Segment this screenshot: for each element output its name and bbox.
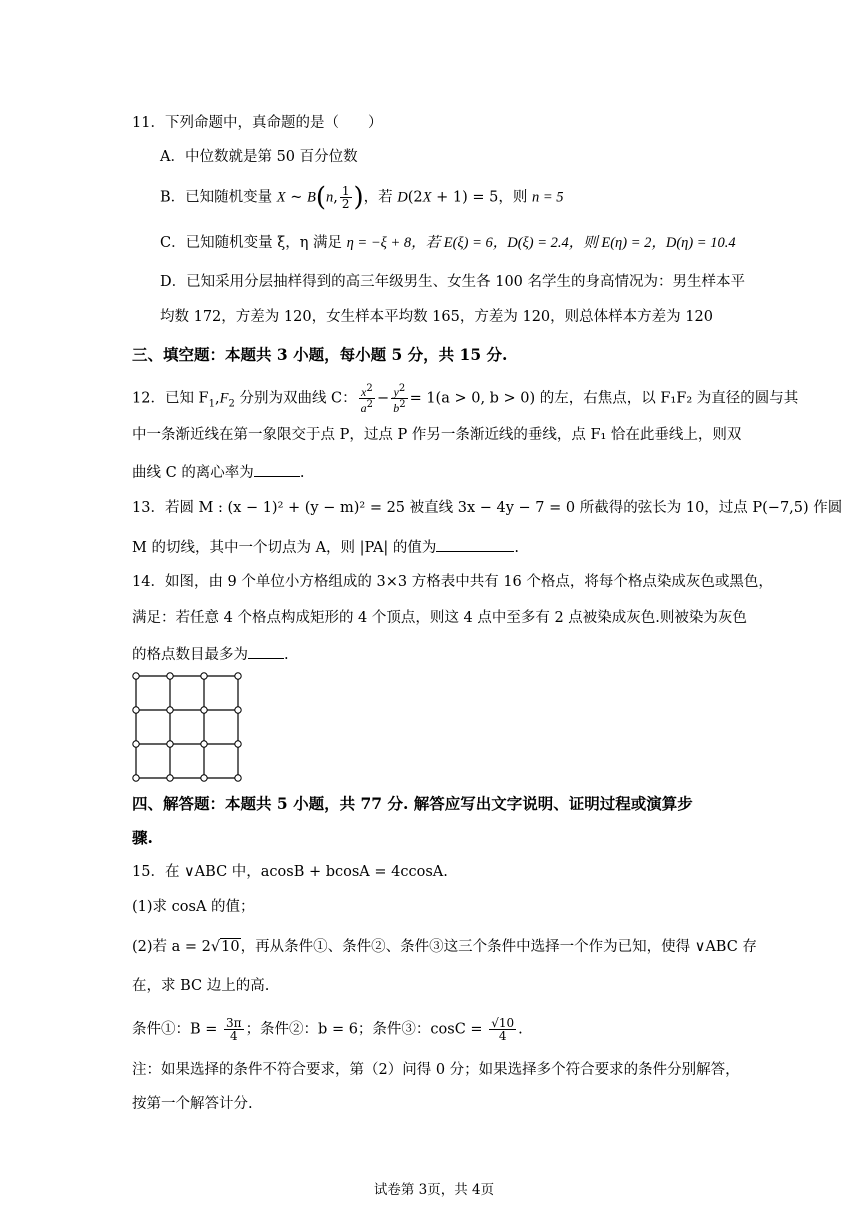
q13-answer-blank[interactable] — [436, 537, 514, 552]
grid-point — [133, 775, 139, 781]
grid-point — [133, 707, 139, 713]
q12-line2: 中一条渐近线在第一象限交于点 P，过点 P 作另一条渐近线的垂线，点 F₁ 恰在此垂线上，则双 — [132, 427, 742, 443]
section-4-heading: 四、解答题：本题共 5 小题，共 77 分. 解答应写出文字说明、证明过程或演算步 — [132, 794, 693, 813]
grid-point — [201, 707, 207, 713]
grid-point — [133, 673, 139, 679]
section-4-heading-cont: 骤. — [132, 828, 153, 847]
grid-point — [167, 673, 173, 679]
q15-line1: 15．在 ∨ABC 中，acosB + bcosA = 4ccosA. — [132, 864, 448, 880]
q12-line1: 12．已知 $F_1,F_2$ 分别为双曲线 C： $\frac{x^2}{a^2}$ − $\frac{y^2}{b^2}$ = 1(a > 0, b > 0) 的左，右焦点，以 F₁F₂ 为直径的圆与其 — [132, 383, 799, 415]
q14-line3: 的格点数目最多为 . — [132, 644, 289, 665]
q12-line3: 曲线 C 的离心率为 . — [132, 462, 304, 483]
grid-point — [201, 741, 207, 747]
q11-option-c: C．已知随机变量 ξ，η 满足 η = −ξ + 8，若 E(ξ) = 6，D(ξ) = 2.4，则 E(η) = 2，D(η) = 10.4 — [160, 235, 736, 251]
q11-option-a: A．中位数就是第 50 百分位数 — [160, 149, 358, 165]
grid-point — [201, 673, 207, 679]
q15-note-line2: 按第一个解答计分. — [132, 1096, 253, 1112]
q11-option-b: B．已知随机变量 X ~ B(n, $\frac{1}{2}$ )，若 D(2X + 1) = 5，则 n = 5 — [160, 182, 564, 213]
q15-part2-cont: 在，求 BC 边上的高. — [132, 978, 270, 994]
q13-line1: 13．若圆 M : (x − 1)² + (y − m)² = 25 被直线 3x − 4y − 7 = 0 所截得的弦长为 10，过点 P(−7,5) 作圆 — [132, 500, 843, 516]
q14-line2: 满足：若任意 4 个格点构成矩形的 4 个顶点，则这 4 点中至多有 2 点被染成灰色.则被染为灰色 — [132, 610, 747, 626]
q14-answer-blank[interactable] — [248, 644, 284, 659]
grid-point — [235, 673, 241, 679]
grid-point — [235, 775, 241, 781]
q12-answer-blank[interactable] — [254, 462, 300, 477]
q11-option-d-line1: D．已知采用分层抽样得到的高三年级男生、女生各 100 名学生的身高情况为：男生样本平 — [160, 274, 746, 290]
page-footer: 试卷第 3页，共 4页 — [373, 1182, 495, 1198]
q14-line1: 14．如图，由 9 个单位小方格组成的 3×3 方格表中共有 16 个格点，将每个格点染成灰色或黑色， — [132, 574, 773, 590]
grid-lines — [136, 676, 238, 778]
grid-figure — [130, 670, 242, 782]
q13-line2: M 的切线，其中一个切点为 A，则 |PA| 的值为 . — [132, 537, 519, 558]
grid-point — [167, 741, 173, 747]
q11-option-d-line2: 均数 172，方差为 120，女生样本平均数 165，方差为 120，则总体样本方差为 120 — [160, 309, 713, 325]
grid-point — [167, 707, 173, 713]
q11-stem: 11．下列命题中，真命题的是（ ） — [132, 115, 383, 131]
q15-part2: (2)若 a = 2√10，再从条件①、条件②、条件③这三个条件中选择一个作为已知，使得 ∨ABC 存 — [132, 939, 757, 955]
grid-point — [235, 707, 241, 713]
q15-conditions: 条件①：B = $\frac{3\pi}{4}$ ；条件②：b = 6；条件③：cosC = $\frac{√10}{4}$ . — [132, 1016, 523, 1043]
grid-point — [235, 741, 241, 747]
q15-note-line1: 注：如果选择的条件不符合要求，第（2）问得 0 分；如果选择多个符合要求的条件分别解答， — [132, 1062, 740, 1078]
q15-part1: (1)求 cosA 的值； — [132, 899, 255, 915]
grid-point — [167, 775, 173, 781]
grid-point — [201, 775, 207, 781]
section-3-heading: 三、填空题：本题共 3 小题，每小题 5 分，共 15 分. — [132, 345, 508, 364]
grid-point — [133, 741, 139, 747]
